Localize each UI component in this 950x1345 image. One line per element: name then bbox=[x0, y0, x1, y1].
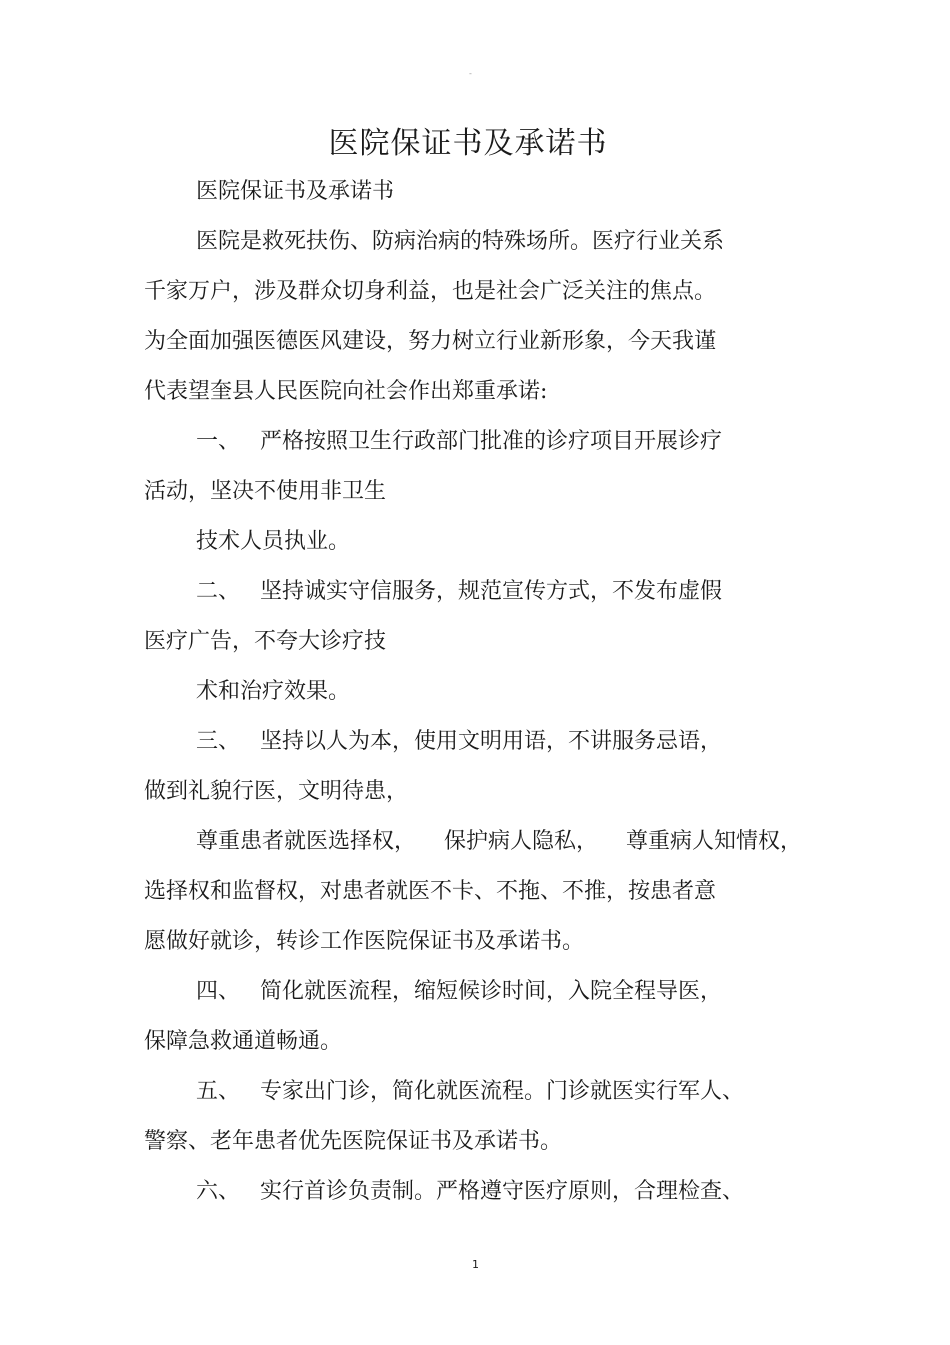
body-line: 尊重患者就医选择权， 保护病人隐私， 尊重病人知情权， bbox=[196, 829, 802, 854]
body-line: 代表望奎县人民医院向社会作出郑重承诺: bbox=[144, 379, 548, 404]
body-line: 技术人员执业。 bbox=[196, 529, 351, 554]
clause-text: 专家出门诊，简化就医流程。门诊就医实行军人、 bbox=[260, 1079, 745, 1104]
body-line: 术和治疗效果。 bbox=[196, 679, 351, 704]
clause-text: 坚持诚实守信服务，规范宣传方式，不发布虚假 bbox=[260, 579, 723, 604]
clause-text: 坚持以人为本，使用文明用语，不讲服务忌语， bbox=[260, 729, 723, 754]
clause-numeral: 二、 bbox=[196, 579, 241, 604]
body-line: 保障急救通道畅通。 bbox=[144, 1029, 343, 1054]
body-line: 做到礼貌行医，文明待患， bbox=[144, 779, 409, 804]
clause-numeral: 五、 bbox=[196, 1079, 241, 1104]
body-line: 活动，坚决不使用非卫生 bbox=[144, 479, 387, 504]
page-number: 1 bbox=[472, 1258, 479, 1271]
header-mark: - bbox=[469, 69, 472, 78]
document-title: 医院保证书及承诺书 bbox=[328, 126, 608, 161]
clause-5-line bbox=[196, 1077, 744, 1107]
body-line: 医院是救死扶伤、防病治病的特殊场所。医疗行业关系 bbox=[196, 229, 725, 254]
body-line: 警察、老年患者优先医院保证书及承诺书。 bbox=[144, 1129, 563, 1154]
clause-numeral: 六、 bbox=[196, 1179, 241, 1204]
body-line: 医疗广告，不夸大诊疗技 bbox=[144, 629, 387, 654]
clause-numeral: 三、 bbox=[196, 729, 241, 754]
body-line: 千家万户，涉及群众切身利益，也是社会广泛关注的焦点。 bbox=[144, 279, 717, 304]
clause-text: 实行首诊负责制。严格遵守医疗原则，合理检查、 bbox=[260, 1179, 745, 1204]
clause-numeral: 一、 bbox=[196, 429, 241, 454]
body-line: 选择权和监督权，对患者就医不卡、不拖、不推，按患者意 bbox=[144, 879, 717, 904]
clause-text: 简化就医流程，缩短候诊时间，入院全程导医， bbox=[260, 979, 723, 1004]
subtitle-line: 医院保证书及承诺书 bbox=[196, 179, 395, 204]
clause-1-line bbox=[196, 427, 722, 457]
clause-numeral: 四、 bbox=[196, 979, 241, 1004]
clause-2-line bbox=[196, 577, 722, 607]
body-line: 为全面加强医德医风建设，努力树立行业新形象，今天我谨 bbox=[144, 329, 717, 354]
clause-3-line bbox=[196, 727, 722, 757]
body-line: 愿做好就诊，转诊工作医院保证书及承诺书。 bbox=[144, 929, 585, 954]
clause-6-line bbox=[196, 1177, 744, 1207]
clause-4-line bbox=[196, 977, 722, 1007]
clause-text: 严格按照卫生行政部门批准的诊疗项目开展诊疗 bbox=[260, 429, 723, 454]
